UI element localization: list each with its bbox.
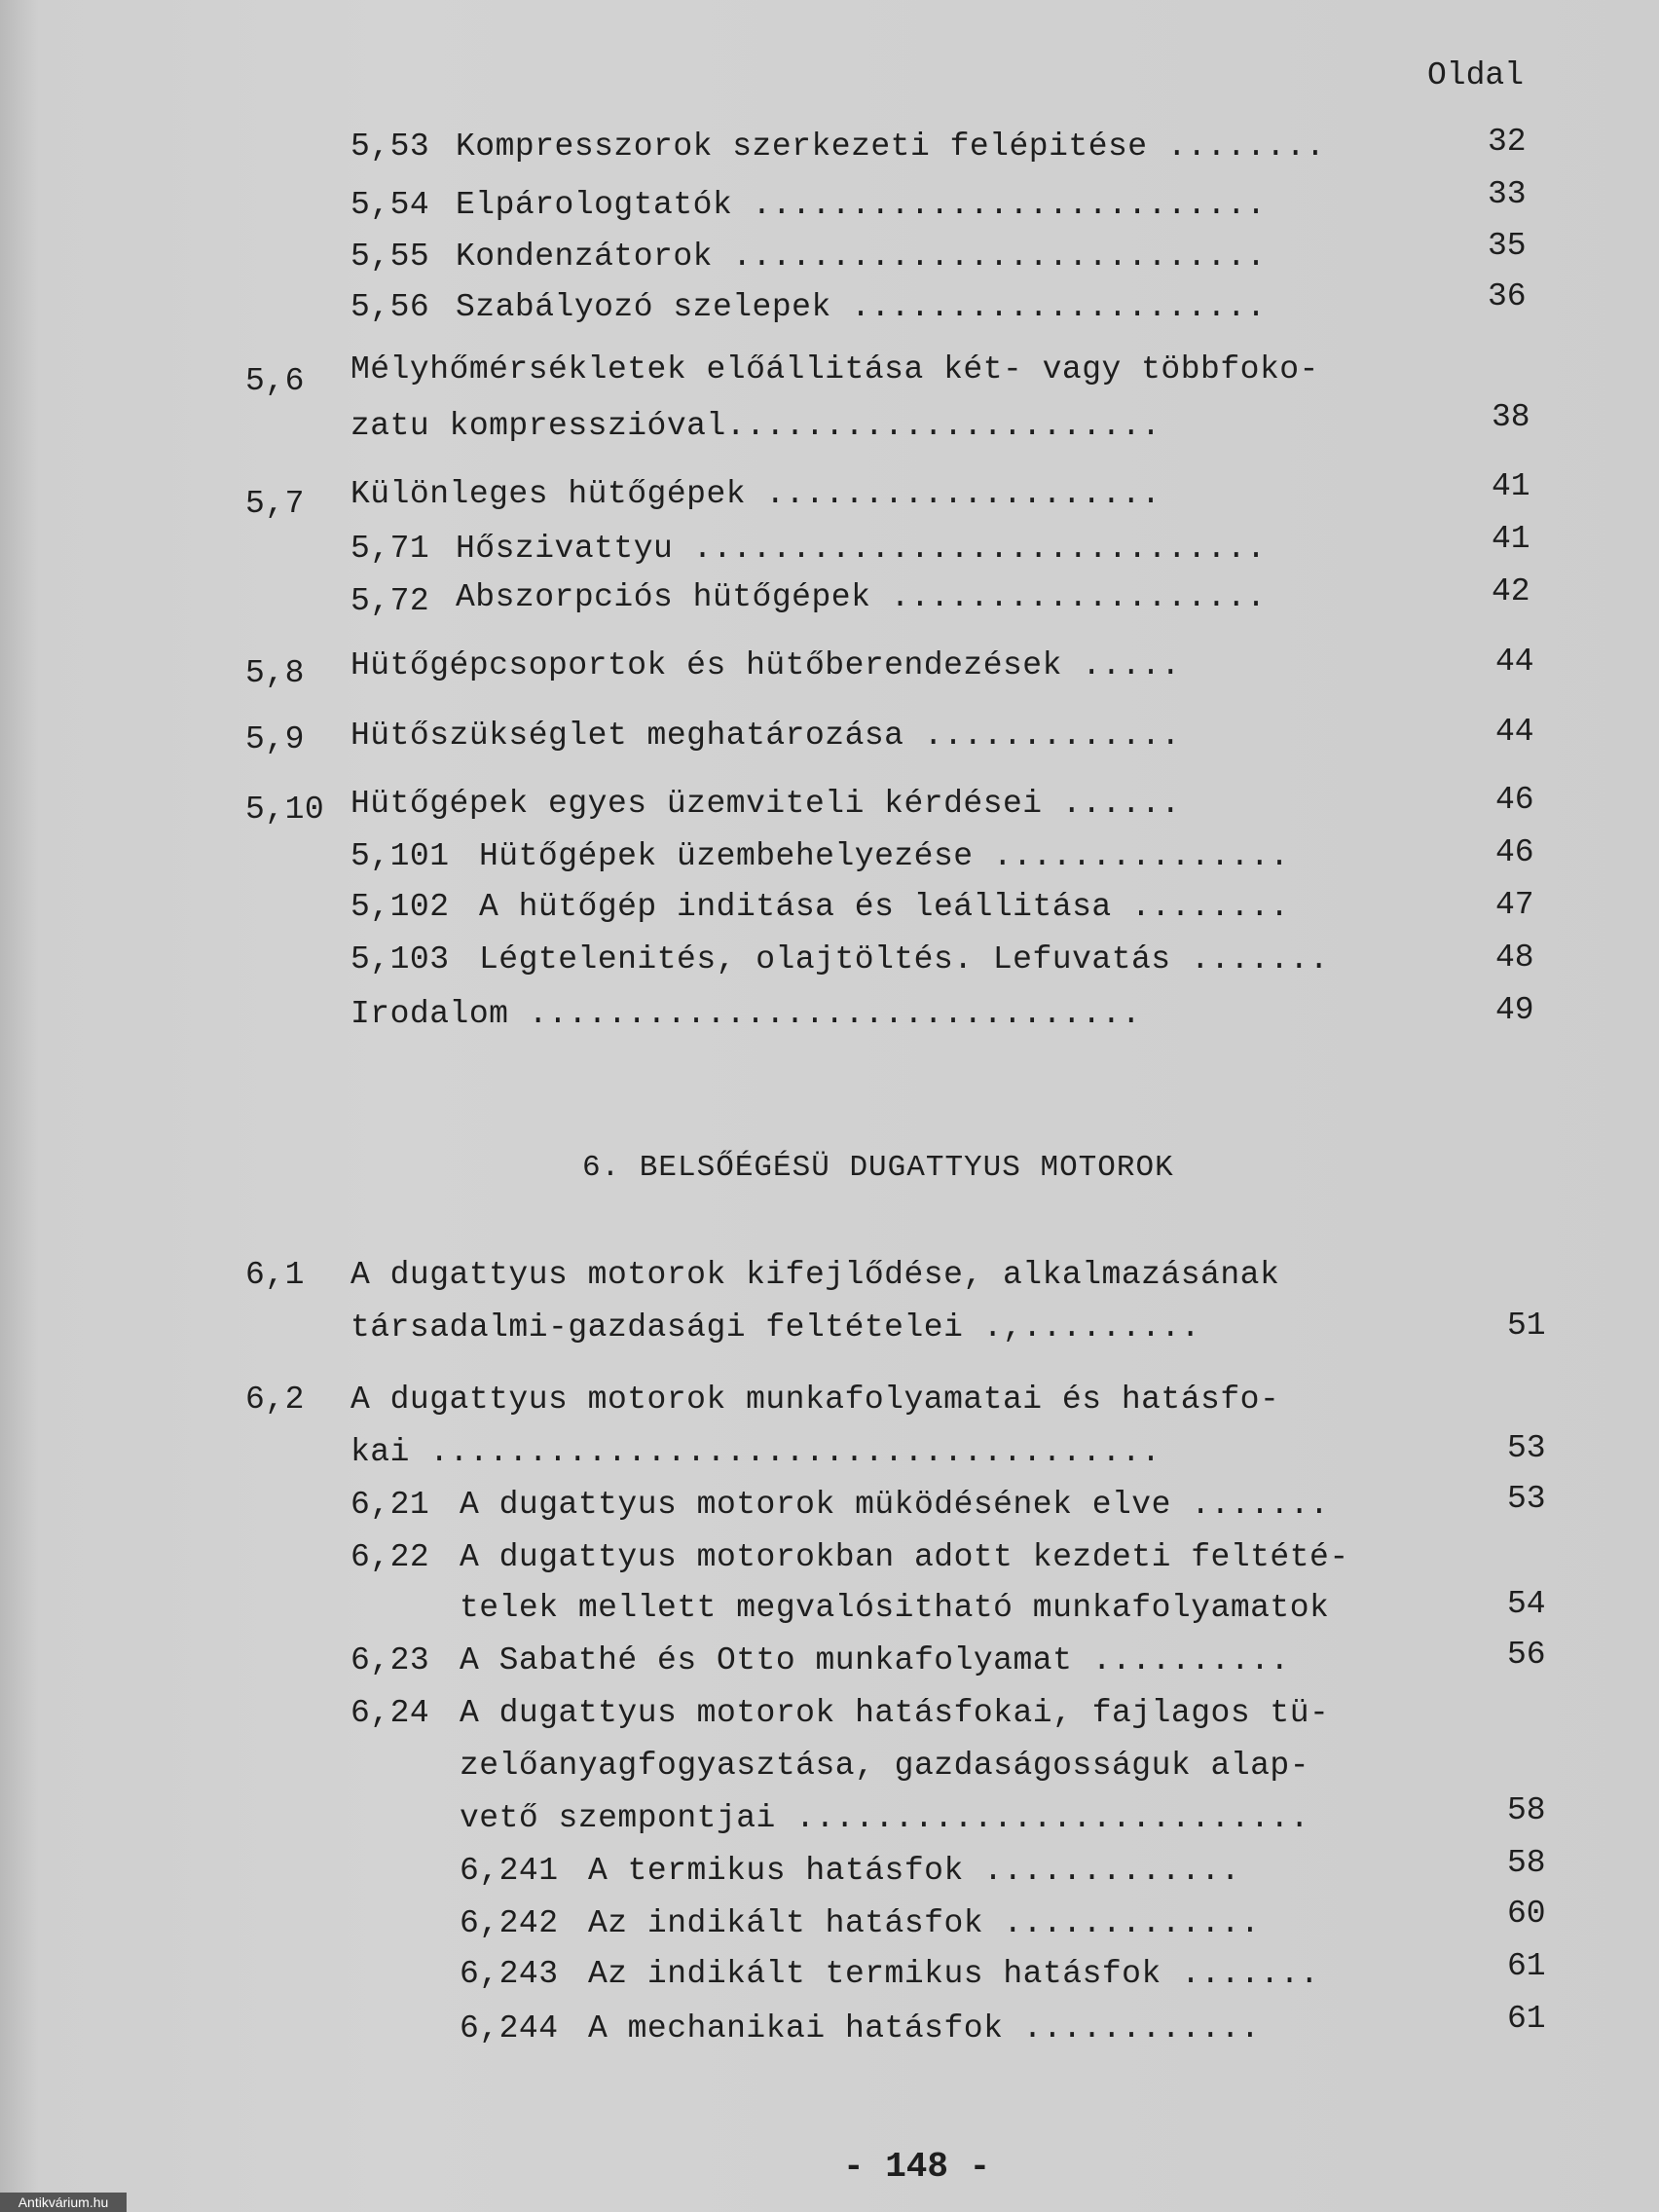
- toc-entry-page: 46: [1495, 834, 1534, 870]
- toc-entry-num: 6,22: [350, 1539, 430, 1575]
- toc-entry-title: A dugattyus motorok munkafolyamatai és hatásfo-: [350, 1382, 1280, 1418]
- toc-entry-num: 5,7: [245, 486, 305, 522]
- toc-entry-num: 5,56: [350, 289, 430, 325]
- toc-entry-title: A dugattyus motorokban adott kezdeti feltété-: [460, 1539, 1349, 1575]
- toc-entry-page: 44: [1495, 644, 1534, 680]
- toc-entry-num: 5,72: [350, 583, 430, 619]
- toc-entry-page: 60: [1507, 1896, 1546, 1932]
- toc-entry-num: 5,55: [350, 239, 430, 275]
- toc-entry-page: 58: [1507, 1792, 1546, 1828]
- toc-entry-num: 5,6: [245, 363, 305, 399]
- toc-entry-title: Hütőgépek egyes üzemviteli kérdései ......: [350, 786, 1181, 822]
- toc-entry-num: 6,24: [350, 1695, 430, 1731]
- toc-entry-title: A Sabathé és Otto munkafolyamat ..........: [460, 1642, 1290, 1678]
- toc-entry-page: 42: [1492, 573, 1530, 609]
- toc-entry-title: Abszorpciós hütőgépek ...................: [456, 579, 1267, 615]
- toc-entry-page: 61: [1507, 1948, 1546, 1984]
- toc-entry-title: telek mellett megvalósitható munkafolyamatok: [460, 1590, 1330, 1626]
- toc-entry-num: 6,2: [245, 1382, 305, 1418]
- toc-entry-page: 56: [1507, 1637, 1546, 1673]
- toc-entry-title: társadalmi-gazdasági feltételei .,.........: [350, 1309, 1201, 1346]
- toc-entry-page: 54: [1507, 1586, 1546, 1622]
- toc-entry-title: A mechanikai hatásfok ............: [588, 2010, 1261, 2046]
- toc-entry-page: 49: [1495, 992, 1534, 1028]
- toc-entry-num: 5,102: [350, 889, 450, 925]
- toc-entry-title: zatu kompresszióval......................: [350, 408, 1161, 444]
- toc-entry-num: 5,103: [350, 941, 450, 977]
- toc-entry-page: 48: [1495, 940, 1534, 976]
- toc-entry-page: 38: [1492, 399, 1530, 435]
- toc-entry-title: Irodalom ...............................: [350, 996, 1142, 1032]
- toc-entry-title: Az indikált termikus hatásfok .......: [588, 1956, 1320, 1992]
- toc-entry-num: 6,241: [460, 1853, 559, 1889]
- toc-entry-title: Hőszivattyu .............................: [456, 531, 1267, 567]
- toc-entry-page: 36: [1488, 278, 1527, 314]
- toc-entry-page: 41: [1492, 521, 1530, 557]
- toc-entry-title: A dugattyus motorok kifejlődése, alkalmazásának: [350, 1257, 1280, 1293]
- toc-entry-num: 6,21: [350, 1487, 430, 1523]
- toc-entry-num: 5,10: [245, 792, 325, 828]
- toc-entry-num: 6,244: [460, 2010, 559, 2046]
- toc-entry-num: 6,23: [350, 1642, 430, 1678]
- page-column-label: Oldal: [1427, 57, 1525, 93]
- toc-entry-title: Kondenzátorok ...........................: [456, 239, 1267, 275]
- toc-entry-page: 35: [1488, 228, 1527, 264]
- toc-entry-title: Mélyhőmérsékletek előállitása két- vagy többfoko-: [350, 351, 1319, 387]
- toc-entry-page: 47: [1495, 887, 1534, 923]
- toc-entry-page: 41: [1492, 468, 1530, 504]
- toc-entry-title: Hütőszükséglet meghatározása .............: [350, 718, 1181, 754]
- toc-entry-num: 5,9: [245, 721, 305, 757]
- toc-entry-title: Szabályozó szelepek .....................: [456, 289, 1267, 325]
- toc-entry-title: Az indikált hatásfok .............: [588, 1905, 1261, 1941]
- toc-entry-num: 6,242: [460, 1905, 559, 1941]
- toc-entry-title: A hütőgép inditása és leállitása ........: [479, 889, 1290, 925]
- toc-entry-title: A termikus hatásfok .............: [588, 1853, 1241, 1889]
- toc-entry-num: 5,101: [350, 838, 450, 874]
- toc-entry-title: Hütőgépcsoportok és hütőberendezések .....: [350, 647, 1181, 683]
- toc-entry-title: Légtelenités, olajtöltés. Lefuvatás .......: [479, 941, 1330, 977]
- toc-entry-title: Különleges hütőgépek ....................: [350, 476, 1161, 512]
- toc-entry-title: A dugattyus motorok hatásfokai, fajlagos tü-: [460, 1695, 1330, 1731]
- toc-entry-title: Kompresszorok szerkezeti felépitése ........: [456, 129, 1326, 165]
- toc-entry-num: 6,243: [460, 1956, 559, 1992]
- toc-entry-page: 51: [1507, 1308, 1546, 1344]
- toc-entry-page: 53: [1507, 1481, 1546, 1517]
- toc-entry-num: 5,54: [350, 187, 430, 223]
- toc-entry-title: Hütőgépek üzembehelyezése ...............: [479, 838, 1290, 874]
- toc-entry-page: 61: [1507, 2001, 1546, 2037]
- toc-entry-num: 5,71: [350, 531, 430, 567]
- toc-entry-page: 32: [1488, 124, 1527, 160]
- watermark: Antikvárium.hu: [0, 2193, 127, 2212]
- toc-entry-num: 5,53: [350, 129, 430, 165]
- toc-entry-title: vető szempontjai ..........................: [460, 1800, 1310, 1836]
- toc-entry-title: zelőanyagfogyasztása, gazdaságosságuk alap-: [460, 1748, 1310, 1784]
- toc-entry-title: kai .....................................: [350, 1434, 1161, 1470]
- toc-entry-page: 46: [1495, 782, 1534, 818]
- toc-entry-title: A dugattyus motorok müködésének elve .......: [460, 1487, 1330, 1523]
- toc-entry-num: 5,8: [245, 655, 305, 691]
- toc-entry-title: Elpárologtatók ..........................: [456, 187, 1267, 223]
- page-number: - 148 -: [843, 2147, 991, 2187]
- toc-entry-page: 58: [1507, 1845, 1546, 1881]
- toc-entry-page: 44: [1495, 714, 1534, 750]
- toc-entry-page: 33: [1488, 176, 1527, 212]
- toc-entry-num: 6,1: [245, 1257, 305, 1293]
- section-title: 6. BELSŐÉGÉSÜ DUGATTYUS MOTOROK: [582, 1151, 1174, 1185]
- toc-entry-page: 53: [1507, 1430, 1546, 1466]
